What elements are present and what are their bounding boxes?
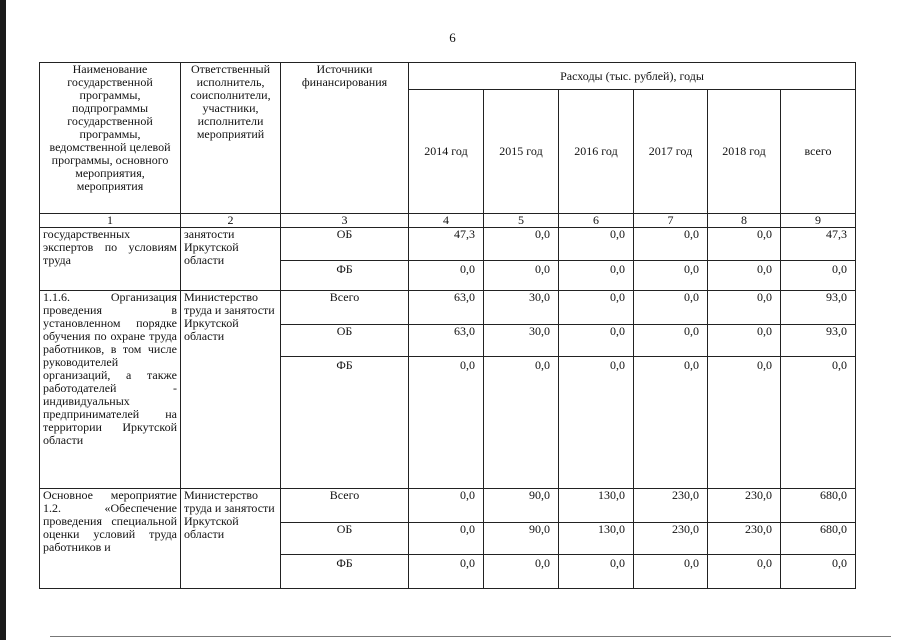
value-cell: 0,0	[484, 357, 559, 489]
header-name: Наименование государственной программы, подпрограммы государственной программы, ведомственной целевой программы, основного мероприятия, мероприятия	[40, 63, 181, 214]
value-cell: 0,0	[634, 228, 708, 261]
value-cell: 130,0	[559, 489, 634, 523]
value-cell: 0,0	[409, 489, 484, 523]
col-num-1: 1	[40, 214, 181, 228]
value-cell: 0,0	[559, 555, 634, 589]
value-cell: 0,0	[781, 357, 856, 489]
value-cell: 0,0	[708, 357, 781, 489]
value-cell: 30,0	[484, 291, 559, 325]
value-cell: 0,0	[708, 555, 781, 589]
value-cell: 0,0	[559, 325, 634, 357]
header-responsible: Ответственный исполнитель, соисполнители, участники, исполнители мероприятий	[181, 63, 281, 214]
row-responsible: занятости Иркутской области	[181, 228, 281, 291]
value-cell: 0,0	[781, 261, 856, 291]
header-year-2017: 2017 год	[634, 90, 708, 214]
col-num-8: 8	[708, 214, 781, 228]
header-total: всего	[781, 90, 856, 214]
value-cell: 0,0	[634, 261, 708, 291]
table-row	[40, 489, 856, 523]
value-cell: 90,0	[484, 489, 559, 523]
value-cell: 0,0	[484, 555, 559, 589]
table-row	[40, 291, 856, 325]
value-cell: 93,0	[781, 291, 856, 325]
value-cell: 0,0	[634, 291, 708, 325]
value-cell: 0,0	[708, 228, 781, 261]
value-cell: 680,0	[781, 489, 856, 523]
value-cell: 0,0	[708, 291, 781, 325]
value-cell: 0,0	[559, 291, 634, 325]
value-cell: 0,0	[409, 555, 484, 589]
row-responsible: Министерство труда и занятости Иркутской области	[181, 291, 281, 489]
col-num-6: 6	[559, 214, 634, 228]
row-name: Основное мероприятие 1.2. «Обеспечение проведения специальной оценки условий труда работников и	[40, 489, 181, 589]
value-cell: 93,0	[781, 325, 856, 357]
value-cell: 0,0	[484, 261, 559, 291]
value-cell: 230,0	[634, 523, 708, 555]
row-source: ОБ	[281, 523, 409, 555]
value-cell: 0,0	[634, 325, 708, 357]
row-name: государственных экспертов по условиям труда	[40, 228, 181, 291]
row-source: ФБ	[281, 261, 409, 291]
col-num-7: 7	[634, 214, 708, 228]
row-source: Всего	[281, 291, 409, 325]
header-year-2016: 2016 год	[559, 90, 634, 214]
value-cell: 0,0	[708, 325, 781, 357]
header-year-2014: 2014 год	[409, 90, 484, 214]
page-number: 6	[449, 30, 456, 45]
col-num-4: 4	[409, 214, 484, 228]
row-source: ОБ	[281, 325, 409, 357]
col-num-3: 3	[281, 214, 409, 228]
value-cell: 63,0	[409, 291, 484, 325]
page-bottom-rule	[50, 636, 891, 637]
value-cell: 0,0	[484, 228, 559, 261]
column-number-row	[40, 214, 856, 228]
value-cell: 0,0	[634, 555, 708, 589]
value-cell: 230,0	[708, 523, 781, 555]
table-row	[40, 228, 856, 261]
row-responsible: Министерство труда и занятости Иркутской области	[181, 489, 281, 589]
row-source: ФБ	[281, 357, 409, 489]
value-cell: 130,0	[559, 523, 634, 555]
col-num-5: 5	[484, 214, 559, 228]
col-num-2: 2	[181, 214, 281, 228]
row-source: Всего	[281, 489, 409, 523]
row-name: 1.1.6. Организация проведения в установленном порядке обучения по охране труда работников, в том числе руководителей организаций, а также работодателей - индивидуальных предпринимателей на территории Иркутской области	[40, 291, 181, 489]
row-source: ОБ	[281, 228, 409, 261]
col-num-9: 9	[781, 214, 856, 228]
value-cell: 0,0	[559, 261, 634, 291]
header-year-2015: 2015 год	[484, 90, 559, 214]
value-cell: 0,0	[409, 261, 484, 291]
value-cell: 230,0	[634, 489, 708, 523]
value-cell: 90,0	[484, 523, 559, 555]
header-expenses: Расходы (тыс. рублей), годы	[409, 63, 856, 90]
value-cell: 30,0	[484, 325, 559, 357]
header-source: Источники финансирования	[281, 63, 409, 214]
value-cell: 0,0	[559, 357, 634, 489]
value-cell: 0,0	[634, 357, 708, 489]
value-cell: 680,0	[781, 523, 856, 555]
value-cell: 0,0	[708, 261, 781, 291]
budget-table	[39, 62, 856, 589]
value-cell: 0,0	[781, 555, 856, 589]
value-cell: 230,0	[708, 489, 781, 523]
row-source: ФБ	[281, 555, 409, 589]
header-row-1	[40, 63, 856, 90]
value-cell: 0,0	[409, 523, 484, 555]
value-cell: 47,3	[781, 228, 856, 261]
value-cell: 0,0	[559, 228, 634, 261]
value-cell: 0,0	[409, 357, 484, 489]
value-cell: 47,3	[409, 228, 484, 261]
header-year-2018: 2018 год	[708, 90, 781, 214]
scan-left-edge	[0, 0, 6, 640]
value-cell: 63,0	[409, 325, 484, 357]
